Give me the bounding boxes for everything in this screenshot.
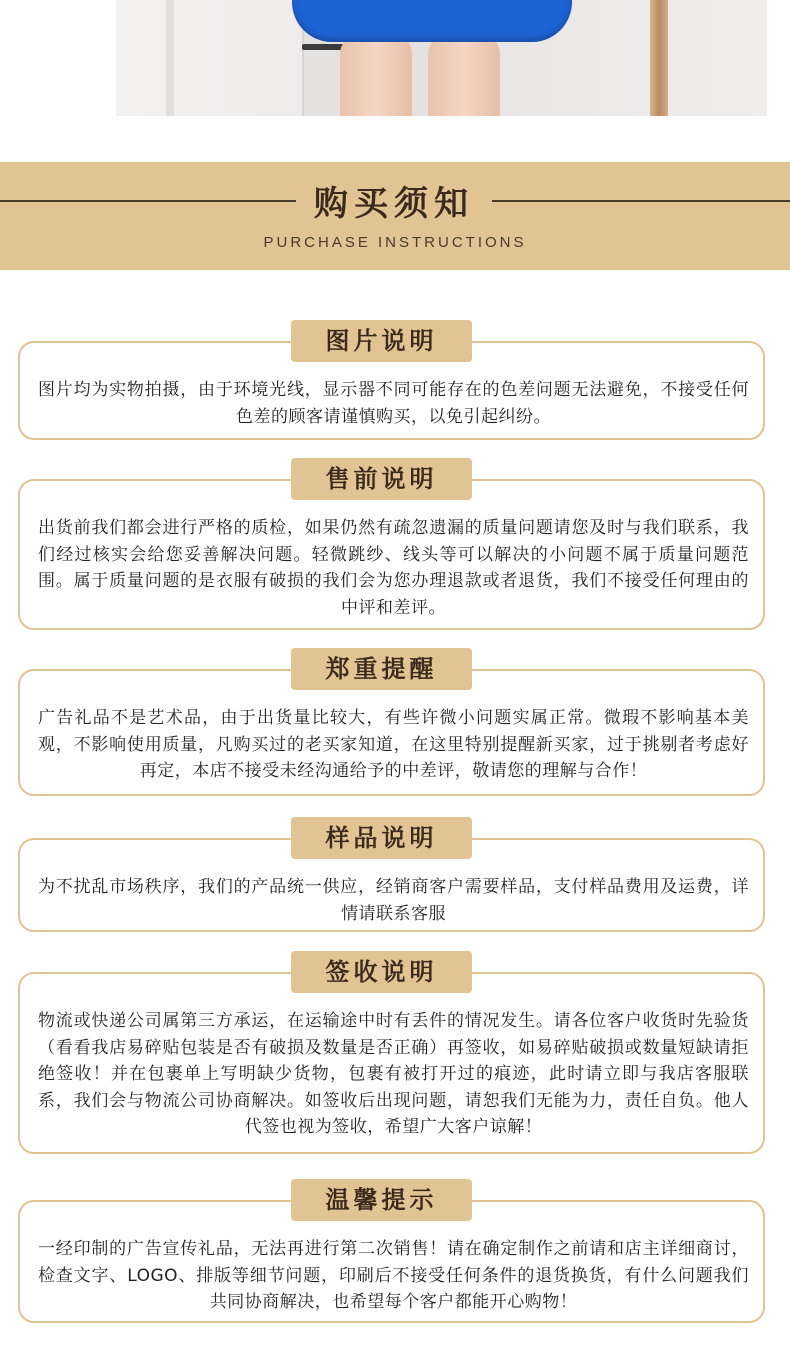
section-title: 郑重提醒 [291,648,472,690]
section-photo-notice [18,320,765,440]
section-title: 样品说明 [291,817,472,859]
section-text: 物流或快递公司属第三方承运，在运输途中时有丢件的情况发生。请各位客户收货时先验货（看看我店易碎贴包装是否有破损及数量是否正确）再签收，如易碎贴破损或数量短缺请拒绝签收！并在包裹单上写明缺少货物，包裹有被打开过的痕迹，此时请立即与我店客服联系，我们会与物流公司协商解决。如签收后出现问题，请恕我们无能为力，责任自负。他人代签也视为签收，希望广大客户谅解！ [38,1011,749,1137]
section-title: 签收说明 [291,951,472,993]
blue-skirt [292,0,572,42]
door-frame [650,0,668,116]
section-title: 售前说明 [291,458,472,500]
section-text: 图片均为实物拍摄，由于环境光线，显示器不同可能存在的色差问题无法避免，不接受任何色差的顾客请谨慎购买，以免引起纠纷。 [38,380,749,427]
leg-left [340,34,412,116]
section-important-reminder [18,648,765,798]
section-title: 图片说明 [291,320,472,362]
section-receipt-notice [18,951,765,1155]
page-subtitle: PURCHASE INSTRUCTIONS [263,234,527,251]
leg-right [428,34,500,116]
section-text: 广告礼品不是艺术品，由于出货量比较大，有些许微小问题实属正常。微瑕不影响基本美观，不影响使用质量，凡购买过的老买家知道，在这里特别提醒新买家，过于挑剔者考虑好再定，本店不接受未经沟通给予的中差评，敬请您的理解与合作！ [38,708,749,781]
section-text: 一经印制的广告宣传礼品，无法再进行第二次销售！请在确定制作之前请和店主详细商讨，检查文字、LOGO、排版等细节问题，印刷后不接受任何条件的退货换货，有什么问题我们共同协商解决，也希望每个客户都能开心购物！ [38,1239,749,1312]
section-warm-tips [18,1179,765,1325]
section-text: 为不扰乱市场秩序，我们的产品统一供应，经销商客户需要样品，支付样品费用及运费，详情请联系客服 [38,877,749,924]
section-title: 温馨提示 [291,1179,472,1221]
product-photo [116,0,767,116]
wall-edge [166,0,174,116]
section-presale-notice [18,458,765,630]
header-rule-right [492,200,790,202]
page-title: 购买须知 [314,184,474,224]
header-rule-left [0,200,296,202]
section-sample-notice [18,817,765,933]
purchase-instructions-header [0,162,790,270]
section-text: 出货前我们都会进行严格的质检，如果仍然有疏忽遗漏的质量问题请您及时与我们联系，我们经过核实会给您妥善解决问题。轻微跳纱、线头等可以解决的小问题不属于质量问题范围。属于质量问题的是衣服有破损的我们会为您办理退款或者退货，我们不接受任何理由的中评和差评。 [38,518,749,618]
